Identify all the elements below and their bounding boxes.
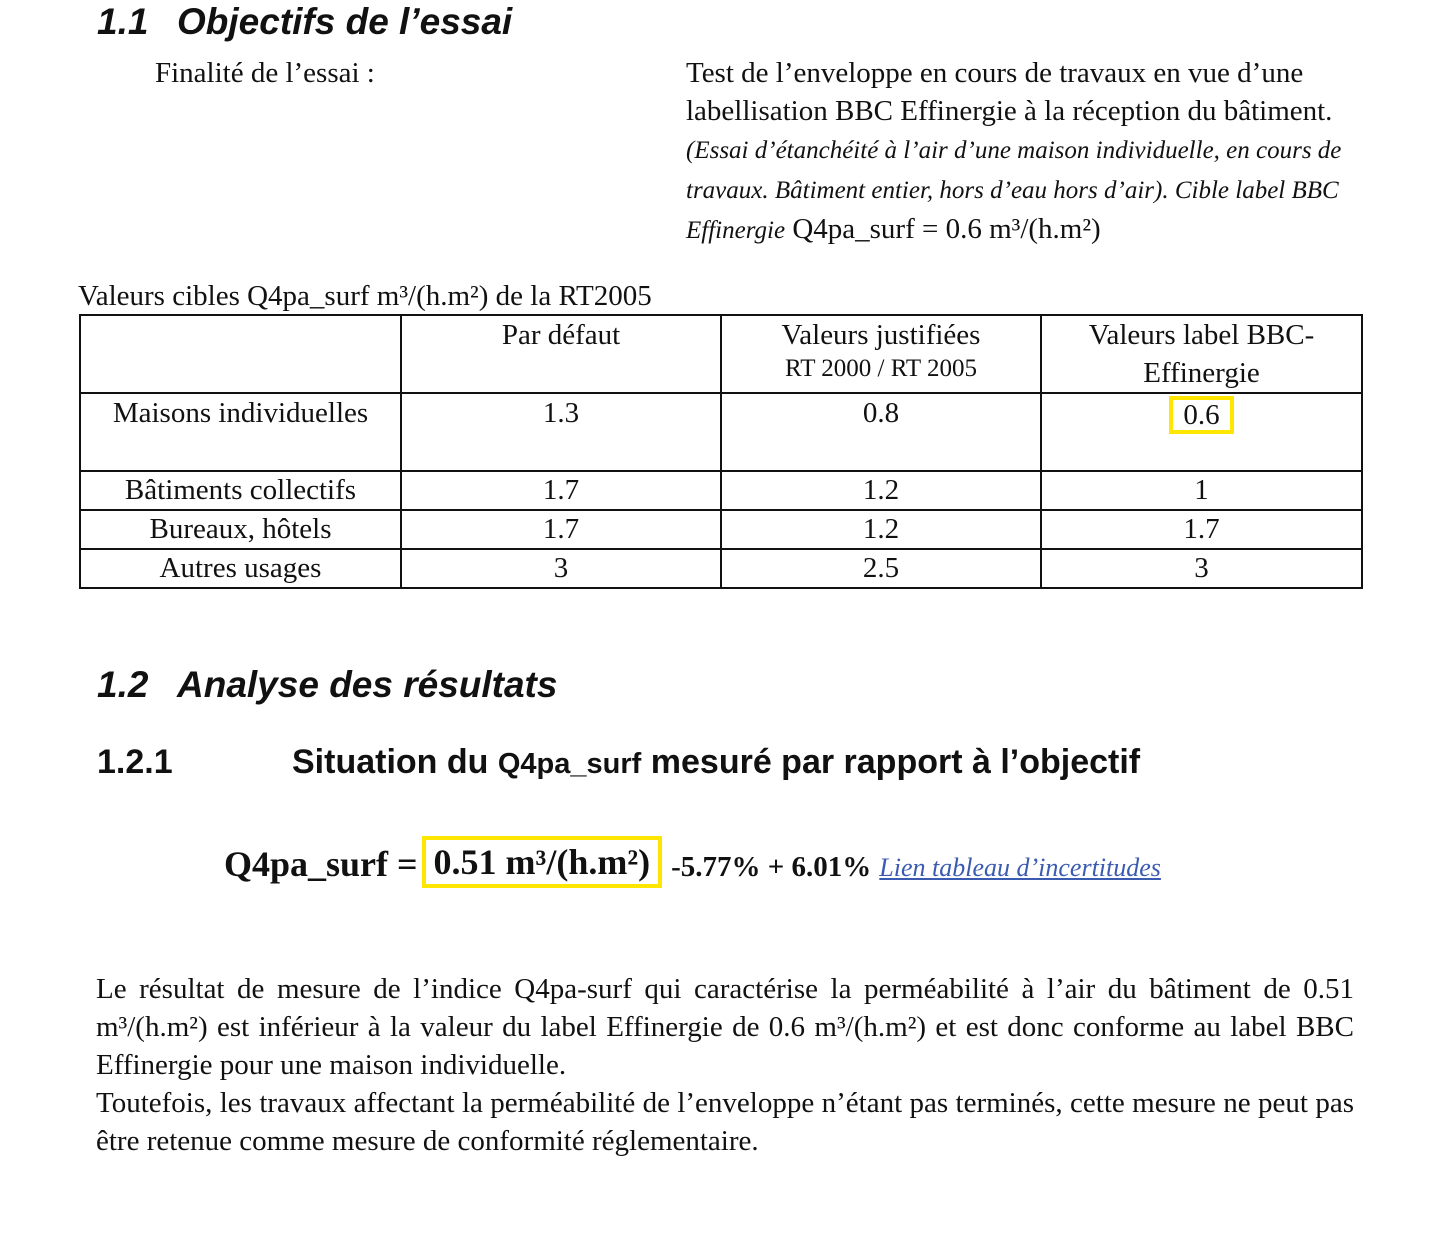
measurement-result xyxy=(224,838,1161,890)
table-row xyxy=(80,510,1362,549)
purpose-target: Q4pa_surf = 0.6 m³/(h.m²) xyxy=(792,213,1101,245)
purpose-note: (Essai d’étanchéité à l’air d’une maison individuelle, en cours de travaux. Bâtiment entier, hors d’eau hors d’air). Cible label BBC Effinergie xyxy=(686,137,1342,244)
purpose-label: Finalité de l’essai : xyxy=(155,57,375,89)
subsection-number: 1.2.1 xyxy=(97,743,173,781)
header-justified-sublabel: RT 2000 / RT 2005 xyxy=(785,355,977,382)
row-label: Bureaux, hôtels xyxy=(80,510,401,549)
purpose-description xyxy=(686,54,1351,250)
section-title: Objectifs de l’essai xyxy=(177,1,513,42)
subsection-title-part: mesuré par rapport à l’objectif xyxy=(650,743,1141,781)
section-number: 1.1 xyxy=(97,1,149,42)
section-heading-1-1 xyxy=(97,0,512,44)
cell-label-value: 1 xyxy=(1041,471,1362,510)
subsection-title-variable: Q4pa_surf xyxy=(497,748,642,780)
header-default-label: Par défaut xyxy=(501,319,621,351)
row-label: Autres usages xyxy=(80,549,401,588)
section-heading-1-2 xyxy=(97,663,557,707)
target-values-table xyxy=(79,314,1363,589)
header-justified-label: Valeurs justifiées xyxy=(781,319,981,351)
table-caption: Valeurs cibles Q4pa_surf m³/(h.m²) de la RT2005 xyxy=(78,280,652,312)
result-uncertainty: -5.77% + 6.01% xyxy=(671,851,872,883)
table-row xyxy=(80,393,1362,471)
cell-label-value: 3 xyxy=(1041,549,1362,588)
cell-default: 1.3 xyxy=(401,393,721,471)
section-title: Analyse des résultats xyxy=(177,664,558,705)
purpose-text: Test de l’enveloppe en cours de travaux en vue d’une labellisation BBC Effinergie à la réception du bâtiment. xyxy=(686,57,1333,127)
cell-justified: 1.2 xyxy=(721,471,1041,510)
subsection-heading-1-2-1 xyxy=(292,741,1140,785)
cell-justified: 1.2 xyxy=(721,510,1041,549)
subsection-title-part: Situation du xyxy=(292,743,489,781)
cell-justified: 0.8 xyxy=(721,393,1041,471)
header-cell-default xyxy=(401,315,721,393)
table-row xyxy=(80,471,1362,510)
conclusion-text xyxy=(96,970,1354,1160)
row-label: Bâtiments collectifs xyxy=(80,471,401,510)
header-label-values-label: Valeurs label BBC-Effinergie xyxy=(1088,319,1315,389)
cell-default: 1.7 xyxy=(401,510,721,549)
highlighted-target-value: 0.6 xyxy=(1169,396,1233,434)
header-cell-label-values xyxy=(1041,315,1362,393)
result-value-highlight: 0.51 m³/(h.m²) xyxy=(422,836,663,888)
row-label: Maisons individuelles xyxy=(80,393,401,471)
header-cell-empty xyxy=(80,315,401,393)
table-row xyxy=(80,549,1362,588)
header-cell-justified xyxy=(721,315,1041,393)
result-label: Q4pa_surf = xyxy=(224,844,418,884)
cell-label-value: 1.7 xyxy=(1041,510,1362,549)
conclusion-paragraph: Toutefois, les travaux affectant la perméabilité de l’enveloppe n’étant pas terminés, cette mesure ne peut pas être retenue comme mesure de conformité réglementaire. xyxy=(96,1087,1354,1157)
cell-justified: 2.5 xyxy=(721,549,1041,588)
cell-label-value xyxy=(1041,393,1362,471)
uncertainty-table-link[interactable]: Lien tableau d’incertitudes xyxy=(879,853,1161,882)
section-number: 1.2 xyxy=(97,664,149,705)
cell-default: 1.7 xyxy=(401,471,721,510)
table-header-row xyxy=(80,315,1362,393)
cell-default: 3 xyxy=(401,549,721,588)
conclusion-paragraph: Le résultat de mesure de l’indice Q4pa-surf qui caractérise la perméabilité à l’air du bâtiment de 0.51 m³/(h.m²) est inférieur à la valeur du label Effinergie de 0.6 m³/(h.m²) et est donc conforme au label BBC Effinergie pour une maison individuelle. xyxy=(96,973,1354,1081)
